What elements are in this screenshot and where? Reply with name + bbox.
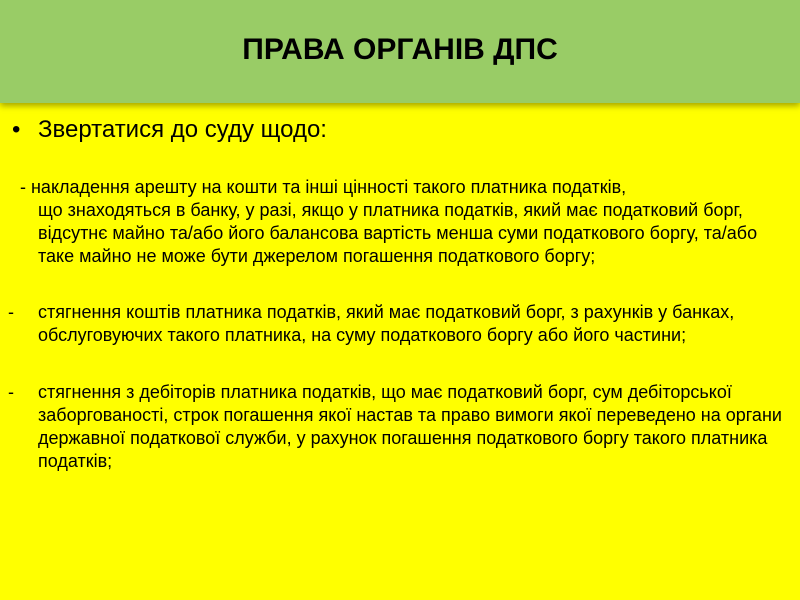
slide-title-text: ПРАВА ОРГАНІВ ДПС <box>242 33 558 66</box>
list-item-text: стягнення з дебіторів платника податків, що має податковий борг, сум дебіторської заборгованості, строк погашення якої настав та право вимоги якої переведено на органи державної податкової служби, у рахунок погашення податкового боргу такого платника податків; <box>38 382 782 471</box>
dash-marker: - <box>8 302 14 322</box>
list-item <box>8 381 790 481</box>
bullet-heading-text: Звертатися до суду щодо: <box>38 116 327 143</box>
slide-title <box>0 33 800 67</box>
paragraph-arrest-continuation: що знаходяться в банку, у разі, якщо у платника податків, який має податковий борг, відсутнє майно та/або його балансова вартість менша суми податкового боргу, та/або таке майно не може бути джерелом погашення податкового боргу; <box>38 200 758 266</box>
bullet-icon: • <box>12 116 21 143</box>
list-item-text: стягнення коштів платника податків, який має податковий борг, з рахунків у банках, обслуговуючих такого платника, на суму податкового боргу або його частини; <box>38 302 735 345</box>
paragraph-arrest-first-line: - накладення арешту на кошти та інші цінності такого платника податків, <box>20 177 627 197</box>
list-item <box>8 301 790 376</box>
paragraph-arrest <box>20 176 780 268</box>
dash-marker: - <box>8 382 14 402</box>
bullet-heading <box>12 116 327 144</box>
